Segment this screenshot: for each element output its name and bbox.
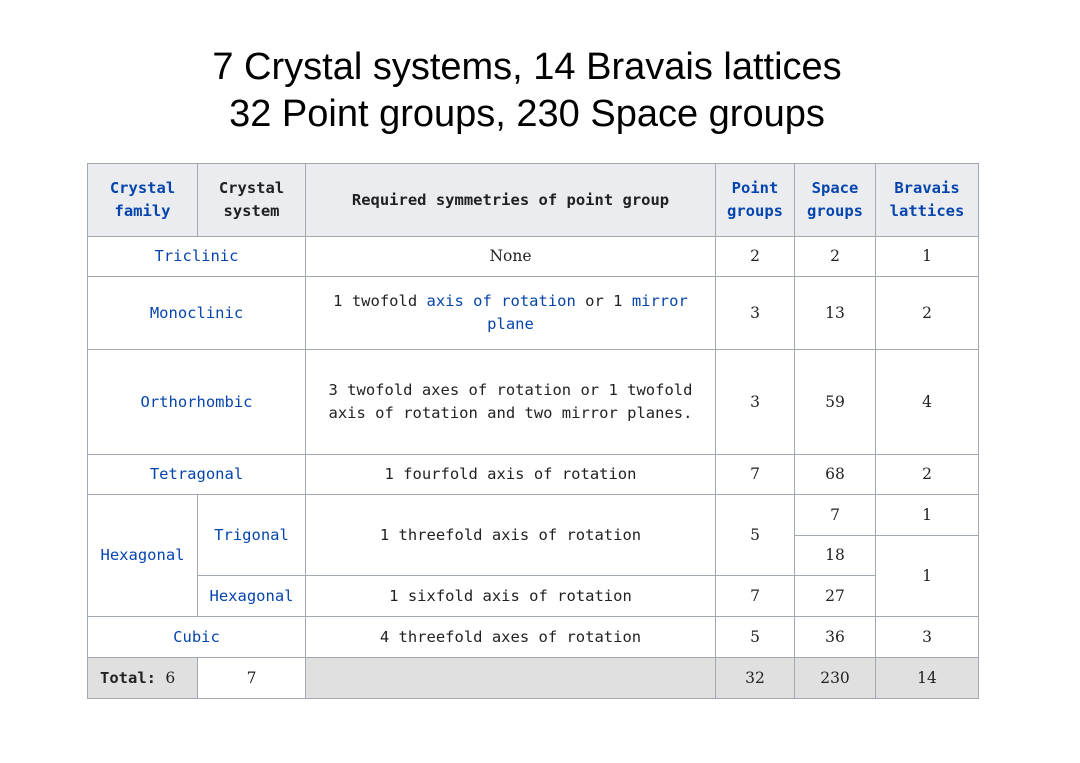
system-link-hexagonal[interactable]: Hexagonal [198, 576, 306, 617]
bravais-lattices-cell: 1 [876, 237, 979, 277]
slide-title [0, 44, 1054, 138]
table-row-cubic [88, 617, 979, 658]
total-point-groups-cell: 32 [716, 658, 795, 699]
bravais-lattices-cell: 4 [876, 350, 979, 455]
point-groups-cell: 5 [716, 495, 795, 576]
table-row-monoclinic [88, 277, 979, 350]
bravais-lattices-cell: 1 [876, 536, 979, 617]
family-link-triclinic[interactable]: Triclinic [88, 237, 306, 277]
header-required-symmetries: Required symmetries of point group [306, 164, 716, 237]
family-link-hexagonal[interactable]: Hexagonal [88, 495, 198, 617]
bravais-lattices-cell: 3 [876, 617, 979, 658]
header-row [88, 164, 979, 237]
total-space-groups-cell: 230 [795, 658, 876, 699]
crystal-systems-table [87, 163, 979, 699]
symmetry-cell: 1 fourfold axis of rotation [306, 455, 716, 495]
symmetry-cell: 1 threefold axis of rotation [306, 495, 716, 576]
point-groups-cell: 3 [716, 277, 795, 350]
space-groups-cell: 18 [795, 536, 876, 576]
axis-of-rotation-link[interactable]: axis of rotation [426, 292, 576, 310]
header-bravais-lattices[interactable]: Bravais lattices [876, 164, 979, 237]
space-groups-cell: 7 [795, 495, 876, 536]
point-groups-cell: 7 [716, 576, 795, 617]
table-row-total [88, 658, 979, 699]
table-row-triclinic [88, 237, 979, 277]
symmetry-cell: 1 sixfold axis of rotation [306, 576, 716, 617]
total-bravais-lattices-cell: 14 [876, 658, 979, 699]
mirror-plane-link[interactable]: mirror plane [487, 292, 688, 333]
family-link-tetragonal[interactable]: Tetragonal [88, 455, 306, 495]
total-systems-cell: 7 [198, 658, 306, 699]
point-groups-cell: 7 [716, 455, 795, 495]
space-groups-cell: 13 [795, 277, 876, 350]
bravais-lattices-cell: 1 [876, 495, 979, 536]
table-row-hexagonal [88, 576, 979, 617]
table-row-orthorhombic [88, 350, 979, 455]
bravais-lattices-cell: 2 [876, 277, 979, 350]
space-groups-cell: 27 [795, 576, 876, 617]
bravais-lattices-cell: 2 [876, 455, 979, 495]
symmetry-cell: 3 twofold axes of rotation or 1 twofold axis of rotation and two mirror planes. [306, 350, 716, 455]
space-groups-cell: 2 [795, 237, 876, 277]
title-line-2: 32 Point groups, 230 Space groups [229, 93, 825, 135]
total-symmetry-cell [306, 658, 716, 699]
header-crystal-system: Crystal system [198, 164, 306, 237]
symmetry-cell: 1 twofold axis of rotation or 1 mirror plane [306, 277, 716, 350]
header-space-groups[interactable]: Space groups [795, 164, 876, 237]
table-row-tetragonal [88, 455, 979, 495]
space-groups-cell: 36 [795, 617, 876, 658]
family-link-cubic[interactable]: Cubic [88, 617, 306, 658]
point-groups-cell: 2 [716, 237, 795, 277]
family-link-monoclinic[interactable]: Monoclinic [88, 277, 306, 350]
title-line-1: 7 Crystal systems, 14 Bravais lattices [212, 46, 842, 88]
total-families-cell: Total: 6 [88, 658, 198, 699]
space-groups-cell: 68 [795, 455, 876, 495]
point-groups-cell: 5 [716, 617, 795, 658]
symmetry-cell: 4 threefold axes of rotation [306, 617, 716, 658]
symmetry-cell: None [306, 237, 716, 277]
table-row-trigonal [88, 495, 979, 536]
point-groups-cell: 3 [716, 350, 795, 455]
family-link-orthorhombic[interactable]: Orthorhombic [88, 350, 306, 455]
header-crystal-family[interactable]: Crystal family [88, 164, 198, 237]
header-point-groups[interactable]: Point groups [716, 164, 795, 237]
system-link-trigonal[interactable]: Trigonal [198, 495, 306, 576]
space-groups-cell: 59 [795, 350, 876, 455]
